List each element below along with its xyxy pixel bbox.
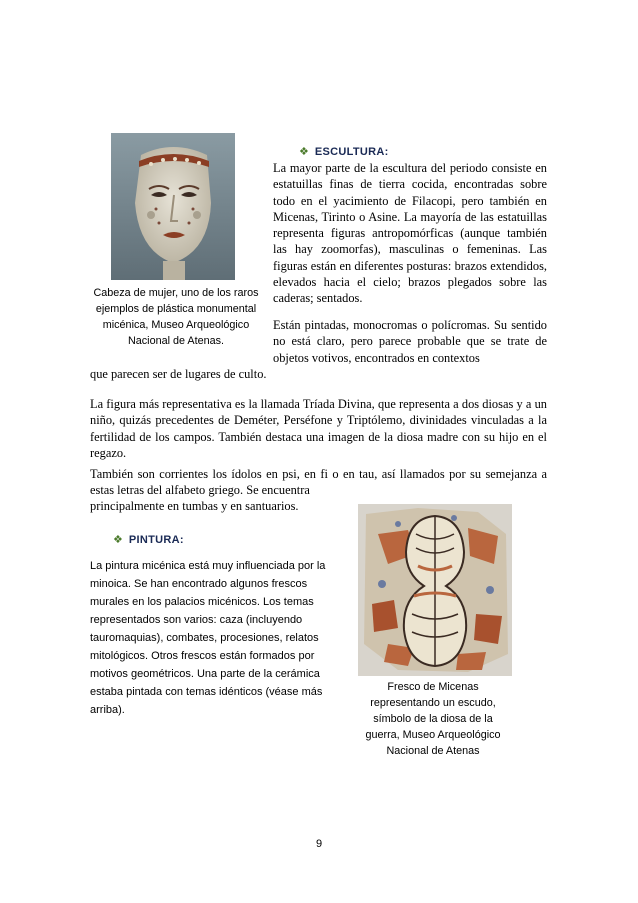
- escultura-heading: [299, 142, 389, 160]
- escultura-paragraph-1: La mayor parte de la escultura del periodo consiste en estatuillas finas de tierra cocida, encontradas sobre todo en el yacimiento de Filacopi, pero también en Micenas, Tirinto o Asine. La mayoría de las estatuillas representa figuras antropomórficas (aunque también las hay zoomorfas), masculinas o femeninas. Las figuras están en diferentes posturas: brazos extendidos, elevados hacia el cielo; brazos plegados sobre las caderas; sentados.: [273, 161, 547, 306]
- pintura-heading-text: PINTURA:: [128, 534, 184, 546]
- escultura-paragraph-3: La figura más representativa es la llamada Tríada Divina, que representa a dos diosas y a un niño, quizás precedentes de Deméter, Perséfone y Triptólemo, divinidades vinculadas a la fertilidad de los campos. También destaca una imagen de la diosa madre con su hijo en el regazo.: [90, 397, 547, 460]
- sculpture-image-caption: Cabeza de mujer, uno de los raros ejemplos de plástica monumental micénica, Museo Arqueológico Nacional de Atenas.: [93, 287, 259, 347]
- escultura-paragraph-4-start: También son corrientes los ídolos en psi, en fi o en tau, así llamados por su semejanza a estas letras del alfabeto griego. Se encuentra: [90, 467, 547, 498]
- diamond-bullet-icon: ❖: [299, 146, 309, 158]
- pintura-paragraph: La pintura micénica está muy influenciada por la minoica. Se han encontrado algunos frescos murales en los palacios micénicos. Los temas representados son varios: caza (incluyendo tauromaquias), combates, procesiones, relatos mitológicos. Otros frescos están formados por motivos geométricos. Una parte de la cerámica estaba pintada con temas idénticos (véase más arriba).: [90, 560, 326, 716]
- sculpture-head-image: [111, 133, 235, 280]
- fresco-image-caption: Fresco de Micenas representando un escudo, símbolo de la diosa de la guerra, Museo Arqueológico Nacional de Atenas: [365, 681, 501, 757]
- fresco-shield-illustration: [358, 504, 512, 676]
- escultura-paragraph-2-end: que parecen ser de lugares de culto.: [90, 367, 267, 381]
- page-number: 9: [315, 838, 323, 850]
- escultura-paragraph-2-start: Están pintadas, monocromas o polícromas. Su sentido no está claro, pero parece probable que se trate de objetos votivos, encontrados en contextos: [273, 318, 547, 365]
- diamond-bullet-icon: ❖: [113, 534, 123, 546]
- pintura-heading: [113, 530, 184, 548]
- fresco-shield-image: [358, 504, 512, 676]
- escultura-heading-text: ESCULTURA:: [314, 146, 389, 158]
- escultura-paragraph-4-end: principalmente en tumbas y en santuarios.: [90, 499, 299, 513]
- sculpture-head-illustration: [111, 133, 235, 280]
